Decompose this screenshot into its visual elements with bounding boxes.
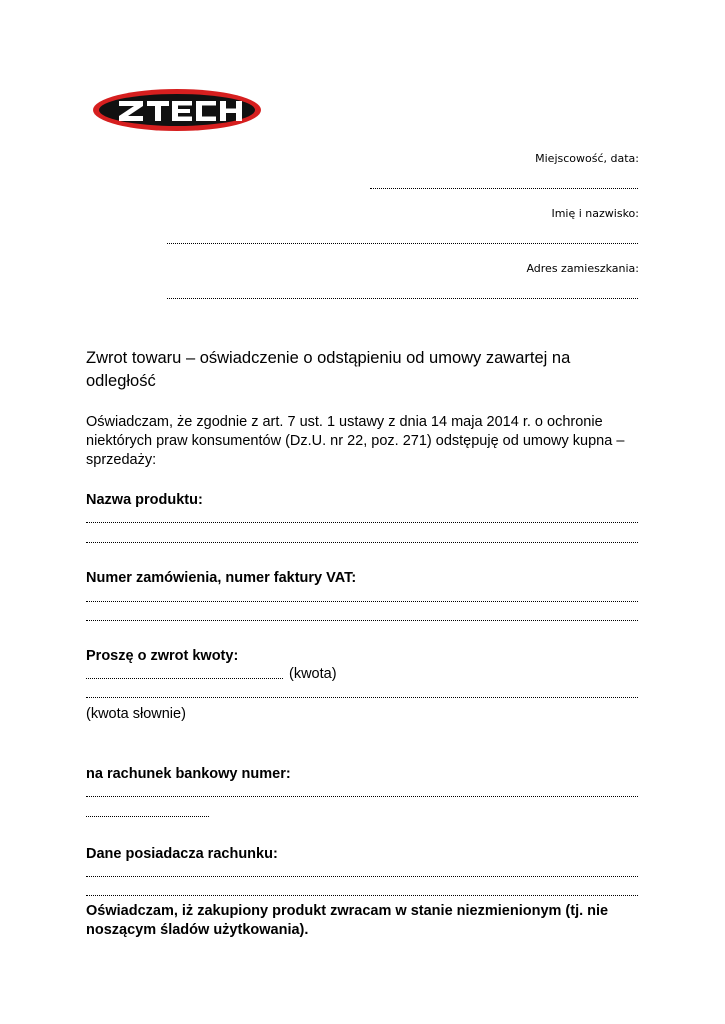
amount-field[interactable] bbox=[86, 678, 283, 679]
product-name-line-1[interactable] bbox=[86, 522, 638, 523]
account-holder-heading: Dane posiadacza rachunku: bbox=[86, 846, 278, 862]
bank-account-line-1[interactable] bbox=[86, 796, 638, 797]
place-date-field[interactable] bbox=[370, 188, 638, 189]
order-invoice-line-1[interactable] bbox=[86, 601, 638, 602]
statement-paragraph: Oświadczam, że zgodnie z art. 7 ust. 1 ustawy z dnia 14 maja 2014 r. o ochronie niektórych praw konsumentów (Dz.U. nr 22, poz. 271) odstępuję od umowy kupna – sprzedaży: bbox=[86, 414, 625, 468]
refund-amount-heading: Proszę o zwrot kwoty: bbox=[86, 648, 239, 664]
amount-words-field[interactable] bbox=[86, 697, 638, 698]
order-invoice-heading: Numer zamówienia, numer faktury VAT: bbox=[86, 570, 357, 586]
final-statement: Oświadczam, iż zakupiony produkt zwracam w stanie niezmienionym (tj. nie noszącym śladów użytkowania). bbox=[86, 903, 609, 938]
product-name-line-2[interactable] bbox=[86, 542, 638, 543]
amount-words-label: (kwota słownie) bbox=[86, 706, 186, 722]
name-field[interactable] bbox=[167, 243, 638, 244]
name-label: Imię i nazwisko: bbox=[551, 207, 639, 220]
address-field[interactable] bbox=[167, 298, 638, 299]
account-holder-line-1[interactable] bbox=[86, 876, 638, 877]
place-date-label: Miejscowość, data: bbox=[535, 152, 639, 165]
order-invoice-line-2[interactable] bbox=[86, 620, 638, 621]
product-name-heading: Nazwa produktu: bbox=[86, 492, 203, 508]
address-label: Adres zamieszkania: bbox=[526, 262, 639, 275]
ztech-logo bbox=[92, 88, 262, 132]
amount-suffix: (kwota) bbox=[289, 666, 337, 682]
bank-account-heading: na rachunek bankowy numer: bbox=[86, 766, 291, 782]
bank-account-line-2[interactable] bbox=[86, 816, 209, 817]
document-title: Zwrot towaru – oświadczenie o odstąpieniu od umowy zawartej na odległość bbox=[86, 349, 571, 390]
account-holder-line-2[interactable] bbox=[86, 895, 638, 896]
